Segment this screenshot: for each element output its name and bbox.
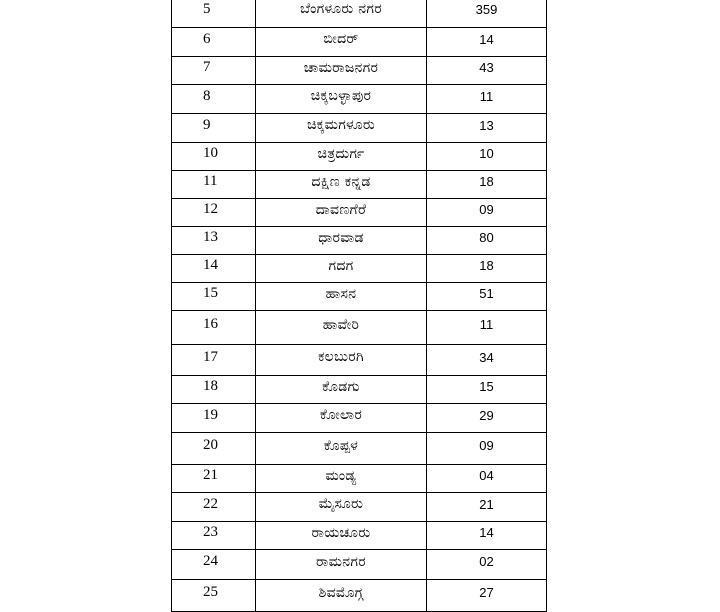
serial-number-cell <box>172 85 256 114</box>
district-name-text: ರಾಮನಗರ <box>316 553 366 570</box>
table-row <box>172 227 547 255</box>
count-cell <box>427 311 547 345</box>
serial-number-text: 8 <box>203 87 211 104</box>
serial-number-text: 10 <box>203 145 218 161</box>
district-name-text: ಶಿವಮೊಗ್ಗ <box>318 584 364 601</box>
count-cell <box>427 199 547 227</box>
serial-number-cell <box>172 550 256 580</box>
count-text: 43 <box>479 60 494 75</box>
serial-number-cell <box>172 580 256 612</box>
district-name-cell <box>256 345 427 376</box>
serial-number-text: 20 <box>203 437 218 453</box>
serial-number-text: 13 <box>203 229 218 245</box>
table-row <box>172 465 547 493</box>
district-name-cell <box>256 404 427 433</box>
district-name-cell <box>256 311 427 345</box>
count-text: 09 <box>479 438 494 453</box>
district-name-cell <box>256 143 427 171</box>
count-text: 11 <box>479 88 494 104</box>
district-name-text: ಹಾವೇರಿ <box>322 316 360 333</box>
table-row <box>172 255 547 283</box>
count-cell <box>427 227 547 255</box>
table-row <box>172 433 547 465</box>
serial-number-cell <box>172 345 256 376</box>
table-row <box>172 28 547 57</box>
count-cell <box>427 171 547 199</box>
table-row <box>172 311 547 345</box>
serial-number-text: 5 <box>203 0 211 17</box>
district-name-text: ಗದಗ <box>328 257 354 274</box>
serial-number-cell <box>172 311 256 345</box>
serial-number-text: 25 <box>203 584 218 600</box>
count-cell <box>427 283 547 311</box>
table-row <box>172 171 547 199</box>
district-name-text: ದಕ್ಷಿಣ ಕನ್ನಡ <box>311 173 371 190</box>
serial-number-text: 24 <box>203 553 218 569</box>
table-row <box>172 199 547 227</box>
count-cell <box>427 522 547 550</box>
district-name-text: ಚಿತ್ರದುರ್ಗ <box>317 145 365 162</box>
district-name-text: ಬೆಂಗಳೂರು ನಗರ <box>300 1 382 17</box>
district-name-cell <box>256 85 427 114</box>
district-name-cell <box>256 227 427 255</box>
table-row <box>172 580 547 612</box>
serial-number-cell <box>172 57 256 85</box>
district-name-cell <box>256 522 427 550</box>
district-name-cell <box>256 283 427 311</box>
serial-number-cell <box>172 283 256 311</box>
district-name-text: ಕೊಪ್ಪಳ <box>323 437 359 454</box>
serial-number-text: 6 <box>203 30 211 47</box>
count-text: 15 <box>479 379 494 394</box>
district-name-text: ಹಾಸನ <box>325 285 357 302</box>
table-row <box>172 493 547 522</box>
count-cell <box>427 376 547 404</box>
district-name-text: ದಾವಣಗೆರೆ <box>315 201 367 218</box>
serial-number-cell <box>172 404 256 433</box>
table-row <box>172 114 547 143</box>
serial-number-text: 22 <box>203 495 218 512</box>
serial-number-text: 15 <box>203 285 218 301</box>
count-text: 09 <box>479 202 494 217</box>
count-text: 02 <box>479 554 494 569</box>
district-name-cell <box>256 28 427 57</box>
district-name-text: ಕಲಬುರಗಿ <box>318 349 364 365</box>
count-cell <box>427 493 547 522</box>
table-row <box>172 522 547 550</box>
district-name-text: ಕೋಲಾರ <box>319 407 363 423</box>
count-cell <box>427 143 547 171</box>
count-text: 34 <box>479 349 494 365</box>
serial-number-cell <box>172 0 256 28</box>
table-row <box>172 0 547 28</box>
count-text: 18 <box>479 174 494 189</box>
district-name-text: ಚಾಮರಾಜನಗರ <box>303 59 379 76</box>
count-cell <box>427 28 547 57</box>
district-name-cell <box>256 255 427 283</box>
count-cell <box>427 404 547 433</box>
serial-number-text: 16 <box>203 316 218 332</box>
count-cell <box>427 550 547 580</box>
serial-number-cell <box>172 522 256 550</box>
district-name-cell <box>256 57 427 85</box>
count-cell <box>427 85 547 114</box>
serial-number-text: 19 <box>203 406 218 423</box>
district-name-text: ಕೊಡಗು <box>322 378 360 395</box>
count-cell <box>427 255 547 283</box>
serial-number-cell <box>172 433 256 465</box>
serial-number-cell <box>172 227 256 255</box>
table-row <box>172 143 547 171</box>
count-cell <box>427 580 547 612</box>
district-table-body <box>172 0 547 612</box>
serial-number-text: 23 <box>203 524 218 540</box>
serial-number-text: 18 <box>203 378 218 394</box>
district-name-cell <box>256 465 427 493</box>
district-name-text: ಮಂಡ್ಯ <box>325 467 357 484</box>
count-text: 359 <box>475 1 498 17</box>
district-name-cell <box>256 171 427 199</box>
serial-number-text: 11 <box>203 173 218 189</box>
count-cell <box>427 345 547 376</box>
count-cell <box>427 0 547 28</box>
district-name-text: ಮೈಸೂರು <box>318 496 364 512</box>
table-row <box>172 345 547 376</box>
district-name-cell <box>256 114 427 143</box>
district-name-text: ರಾಯಚೂರು <box>311 524 371 541</box>
count-cell <box>427 433 547 465</box>
count-cell <box>427 114 547 143</box>
count-text: 27 <box>479 585 494 600</box>
district-name-cell <box>256 433 427 465</box>
serial-number-text: 12 <box>203 201 218 217</box>
table-row <box>172 283 547 311</box>
serial-number-cell <box>172 28 256 57</box>
serial-number-cell <box>172 114 256 143</box>
serial-number-cell <box>172 143 256 171</box>
district-name-text: ಧಾರವಾಡ <box>318 229 364 246</box>
table-row <box>172 550 547 580</box>
district-name-cell <box>256 376 427 404</box>
count-text: 18 <box>479 258 494 273</box>
serial-number-cell <box>172 465 256 493</box>
district-name-cell <box>256 580 427 612</box>
count-text: 80 <box>479 230 494 245</box>
serial-number-cell <box>172 199 256 227</box>
serial-number-cell <box>172 171 256 199</box>
count-text: 51 <box>479 286 494 301</box>
table-row <box>172 376 547 404</box>
district-name-text: ಚಿಕ್ಕಬಳ್ಳಾಪುರ <box>310 88 372 104</box>
count-text: 29 <box>479 407 494 423</box>
serial-number-text: 9 <box>203 116 211 133</box>
count-text: 13 <box>479 117 494 133</box>
table-row <box>172 404 547 433</box>
count-text: 14 <box>479 525 494 540</box>
count-cell <box>427 465 547 493</box>
table-row <box>172 85 547 114</box>
serial-number-cell <box>172 376 256 404</box>
count-text: 04 <box>479 468 494 483</box>
district-name-cell <box>256 0 427 28</box>
serial-number-text: 7 <box>203 59 211 75</box>
count-text: 21 <box>479 496 494 512</box>
district-table <box>171 0 547 612</box>
count-text: 11 <box>479 317 494 332</box>
serial-number-text: 14 <box>203 257 218 273</box>
serial-number-text: 21 <box>203 467 218 483</box>
district-name-cell <box>256 493 427 522</box>
serial-number-text: 17 <box>203 348 218 365</box>
serial-number-cell <box>172 255 256 283</box>
district-name-cell <box>256 550 427 580</box>
count-text: 14 <box>479 31 494 47</box>
count-cell <box>427 57 547 85</box>
count-text: 10 <box>479 146 494 161</box>
table-row <box>172 57 547 85</box>
serial-number-cell <box>172 493 256 522</box>
district-name-text: ಚಿಕ್ಕಮಗಳೂರು <box>306 117 376 133</box>
district-name-cell <box>256 199 427 227</box>
district-name-text: ಬೀದರ್ <box>323 31 359 47</box>
